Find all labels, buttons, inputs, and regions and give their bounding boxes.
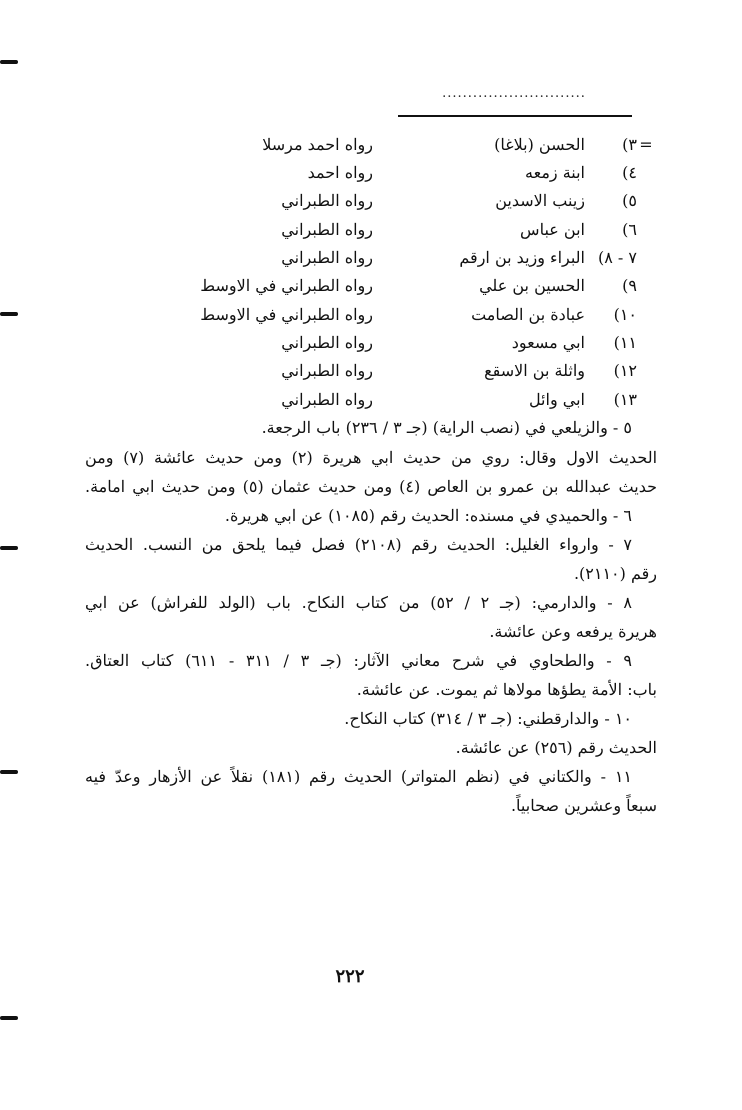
row-number: ١٣) — [613, 390, 637, 409]
continuation-mark: = — [639, 135, 653, 154]
narrator-name: زينب الاسدين — [495, 191, 585, 210]
footnote-line: حديث عبدالله بن عمرو بن العاص (٤) ومن حديث عثمان (٥) ومن حديث ابي امامة. — [85, 477, 657, 496]
row-number: ٦) — [622, 220, 637, 239]
table-row — [60, 329, 655, 357]
footnote-line: هريرة يرفعه وعن عائشة. — [489, 622, 657, 641]
row-number: ٥) — [622, 191, 637, 210]
margin-mark — [0, 60, 18, 64]
narrator-name: ابي وائل — [528, 390, 585, 409]
row-number: ١١) — [613, 333, 637, 352]
table-row — [60, 131, 655, 159]
dotted-line: ............................ — [442, 86, 586, 101]
narrator-name: ابي مسعود — [511, 333, 585, 352]
footnote-line: ٩ - والطحاوي في شرح معاني الآثار: (جـ ٣ / ٣١١ - ٦١١) كتاب العتاق. — [85, 651, 633, 670]
narration-source: رواه الطبراني في الاوسط — [200, 305, 373, 324]
table-row — [60, 159, 655, 187]
footnote-line: سبعاً وعشرين صحابياً. — [510, 796, 657, 815]
footnote-line: ٧ - وارواء الغليل: الحديث رقم (٢١٠٨) فصل فيما يلحق من النسب. الحديث — [85, 535, 632, 554]
row-number: ٣) — [622, 135, 637, 154]
narrator-name: عبادة بن الصامت — [471, 305, 585, 324]
header-rule — [398, 115, 632, 117]
row-number: ٧ - ٨) — [597, 248, 637, 267]
row-number: ١٢) — [613, 361, 637, 380]
footnote-line: ٥ - والزيلعي في (نصب الراية) (جـ ٣ / ٢٣٦) باب الرجعة. — [261, 418, 632, 437]
table-row — [60, 301, 655, 329]
narrator-name: البراء وزيد بن ارقم — [459, 248, 585, 267]
row-number: ١٠) — [613, 305, 637, 324]
narration-source: رواه الطبراني — [281, 361, 373, 380]
table-row — [60, 216, 655, 244]
footnote-line: ١١ - والكتاني في (نظم المتواتر) الحديث رقم (١٨١) نقلاً عن الأزهار وعدّ فيه — [85, 767, 632, 786]
footnote-line: ٨ - والدارمي: (جـ ٢ / ٥٢) من كتاب النكاح. باب (الولد للفراش) عن ابي — [85, 593, 633, 612]
narration-source: رواه احمد — [307, 163, 373, 182]
row-number: ٤) — [622, 163, 637, 182]
narration-source: رواه الطبراني — [281, 333, 373, 352]
footnote-line: رقم (٢١١٠). — [573, 564, 657, 583]
narrator-name: الحسين بن علي — [479, 276, 585, 295]
narrator-name: واثلة بن الاسقع — [484, 361, 585, 380]
narrator-name: الحسن (بلاغا) — [494, 135, 585, 154]
margin-mark — [0, 770, 18, 774]
table-row — [60, 244, 655, 272]
table-row — [60, 272, 655, 300]
footnote-line: الحديث رقم (٢٥٦) عن عائشة. — [455, 738, 657, 757]
table-row — [60, 187, 655, 215]
narration-source: رواه الطبراني — [281, 191, 373, 210]
narration-source: رواه الطبراني في الاوسط — [200, 276, 373, 295]
footnote-line: باب: الأمة يطؤها مولاها ثم يموت. عن عائشة. — [356, 680, 657, 699]
table-row — [60, 357, 655, 385]
margin-mark — [0, 546, 18, 550]
narrator-name: ابن عباس — [520, 220, 585, 239]
page-number: ٢٢٢ — [335, 966, 365, 987]
table-row — [60, 386, 655, 414]
footnote-line: الحديث الاول وقال: روي من حديث ابي هريرة (٢) ومن حديث عائشة (٧) ومن — [85, 448, 658, 467]
narration-source: رواه الطبراني — [281, 390, 373, 409]
margin-mark — [0, 312, 18, 316]
narration-source: رواه احمد مرسلا — [262, 135, 373, 154]
footnote-line: ١٠ - والدارقطني: (جـ ٣ / ٣١٤) كتاب النكاح. — [344, 709, 632, 728]
margin-mark — [0, 1016, 18, 1020]
footnote-line: ٦ - والحميدي في مسنده: الحديث رقم (١٠٨٥) عن ابي هريرة. — [224, 506, 632, 525]
row-number: ٩) — [622, 276, 637, 295]
narration-source: رواه الطبراني — [281, 248, 373, 267]
narrator-name: ابنة زمعه — [525, 163, 585, 182]
narration-source: رواه الطبراني — [281, 220, 373, 239]
